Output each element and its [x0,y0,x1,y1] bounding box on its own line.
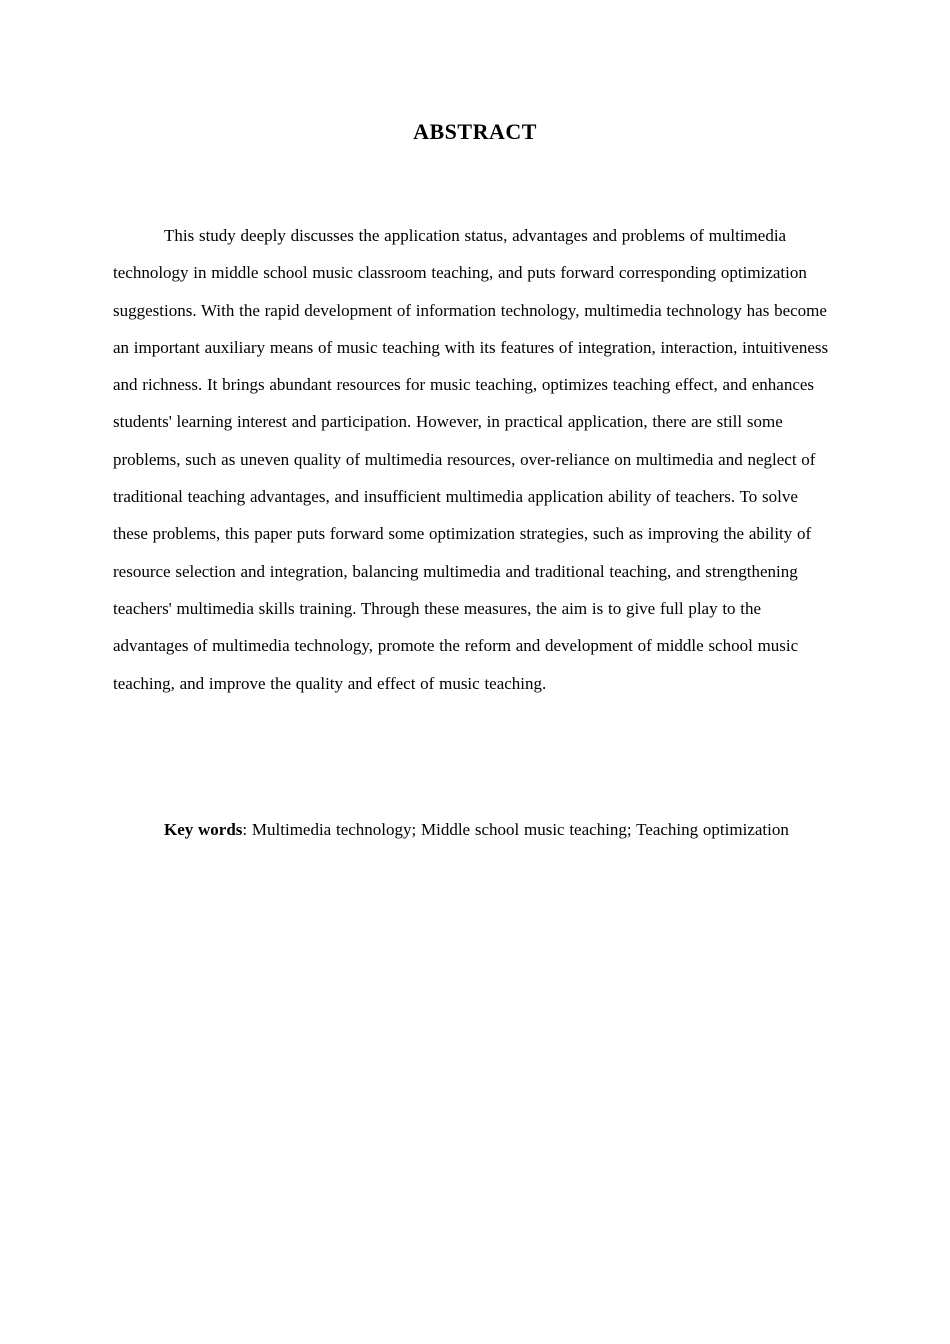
keywords-separator: : [242,820,252,839]
keywords-paragraph [113,811,837,848]
page-title: ABSTRACT [413,119,537,144]
abstract-paragraph: This study deeply discusses the application status, advantages and problems of multimedia technology in middle school music classroom teaching, and puts forward corresponding optimization suggestions. With the rapid development of information technology, multimedia technology has become an important auxiliary means of music teaching with its features of integration, interaction, intuitiveness and richness. It brings abundant resources for music teaching, optimizes teaching effect, and enhances students' learning interest and participation. However, in practical application, there are still some problems, such as uneven quality of multimedia resources, over-reliance on multimedia and neglect of traditional teaching advantages, and insufficient multimedia application ability of teachers. To solve these problems, this paper puts forward some optimization strategies, such as improving the ability of resource selection and integration, balancing multimedia and traditional teaching, and strengthening teachers' multimedia skills training. Through these measures, the aim is to give full play to the advantages of multimedia technology, promote the reform and development of middle school music teaching, and improve the quality and effect of music teaching. [113,226,829,693]
keywords-label: Key words [164,820,243,839]
keywords-text: Multimedia technology; Middle school music teaching; Teaching optimization [251,820,789,839]
